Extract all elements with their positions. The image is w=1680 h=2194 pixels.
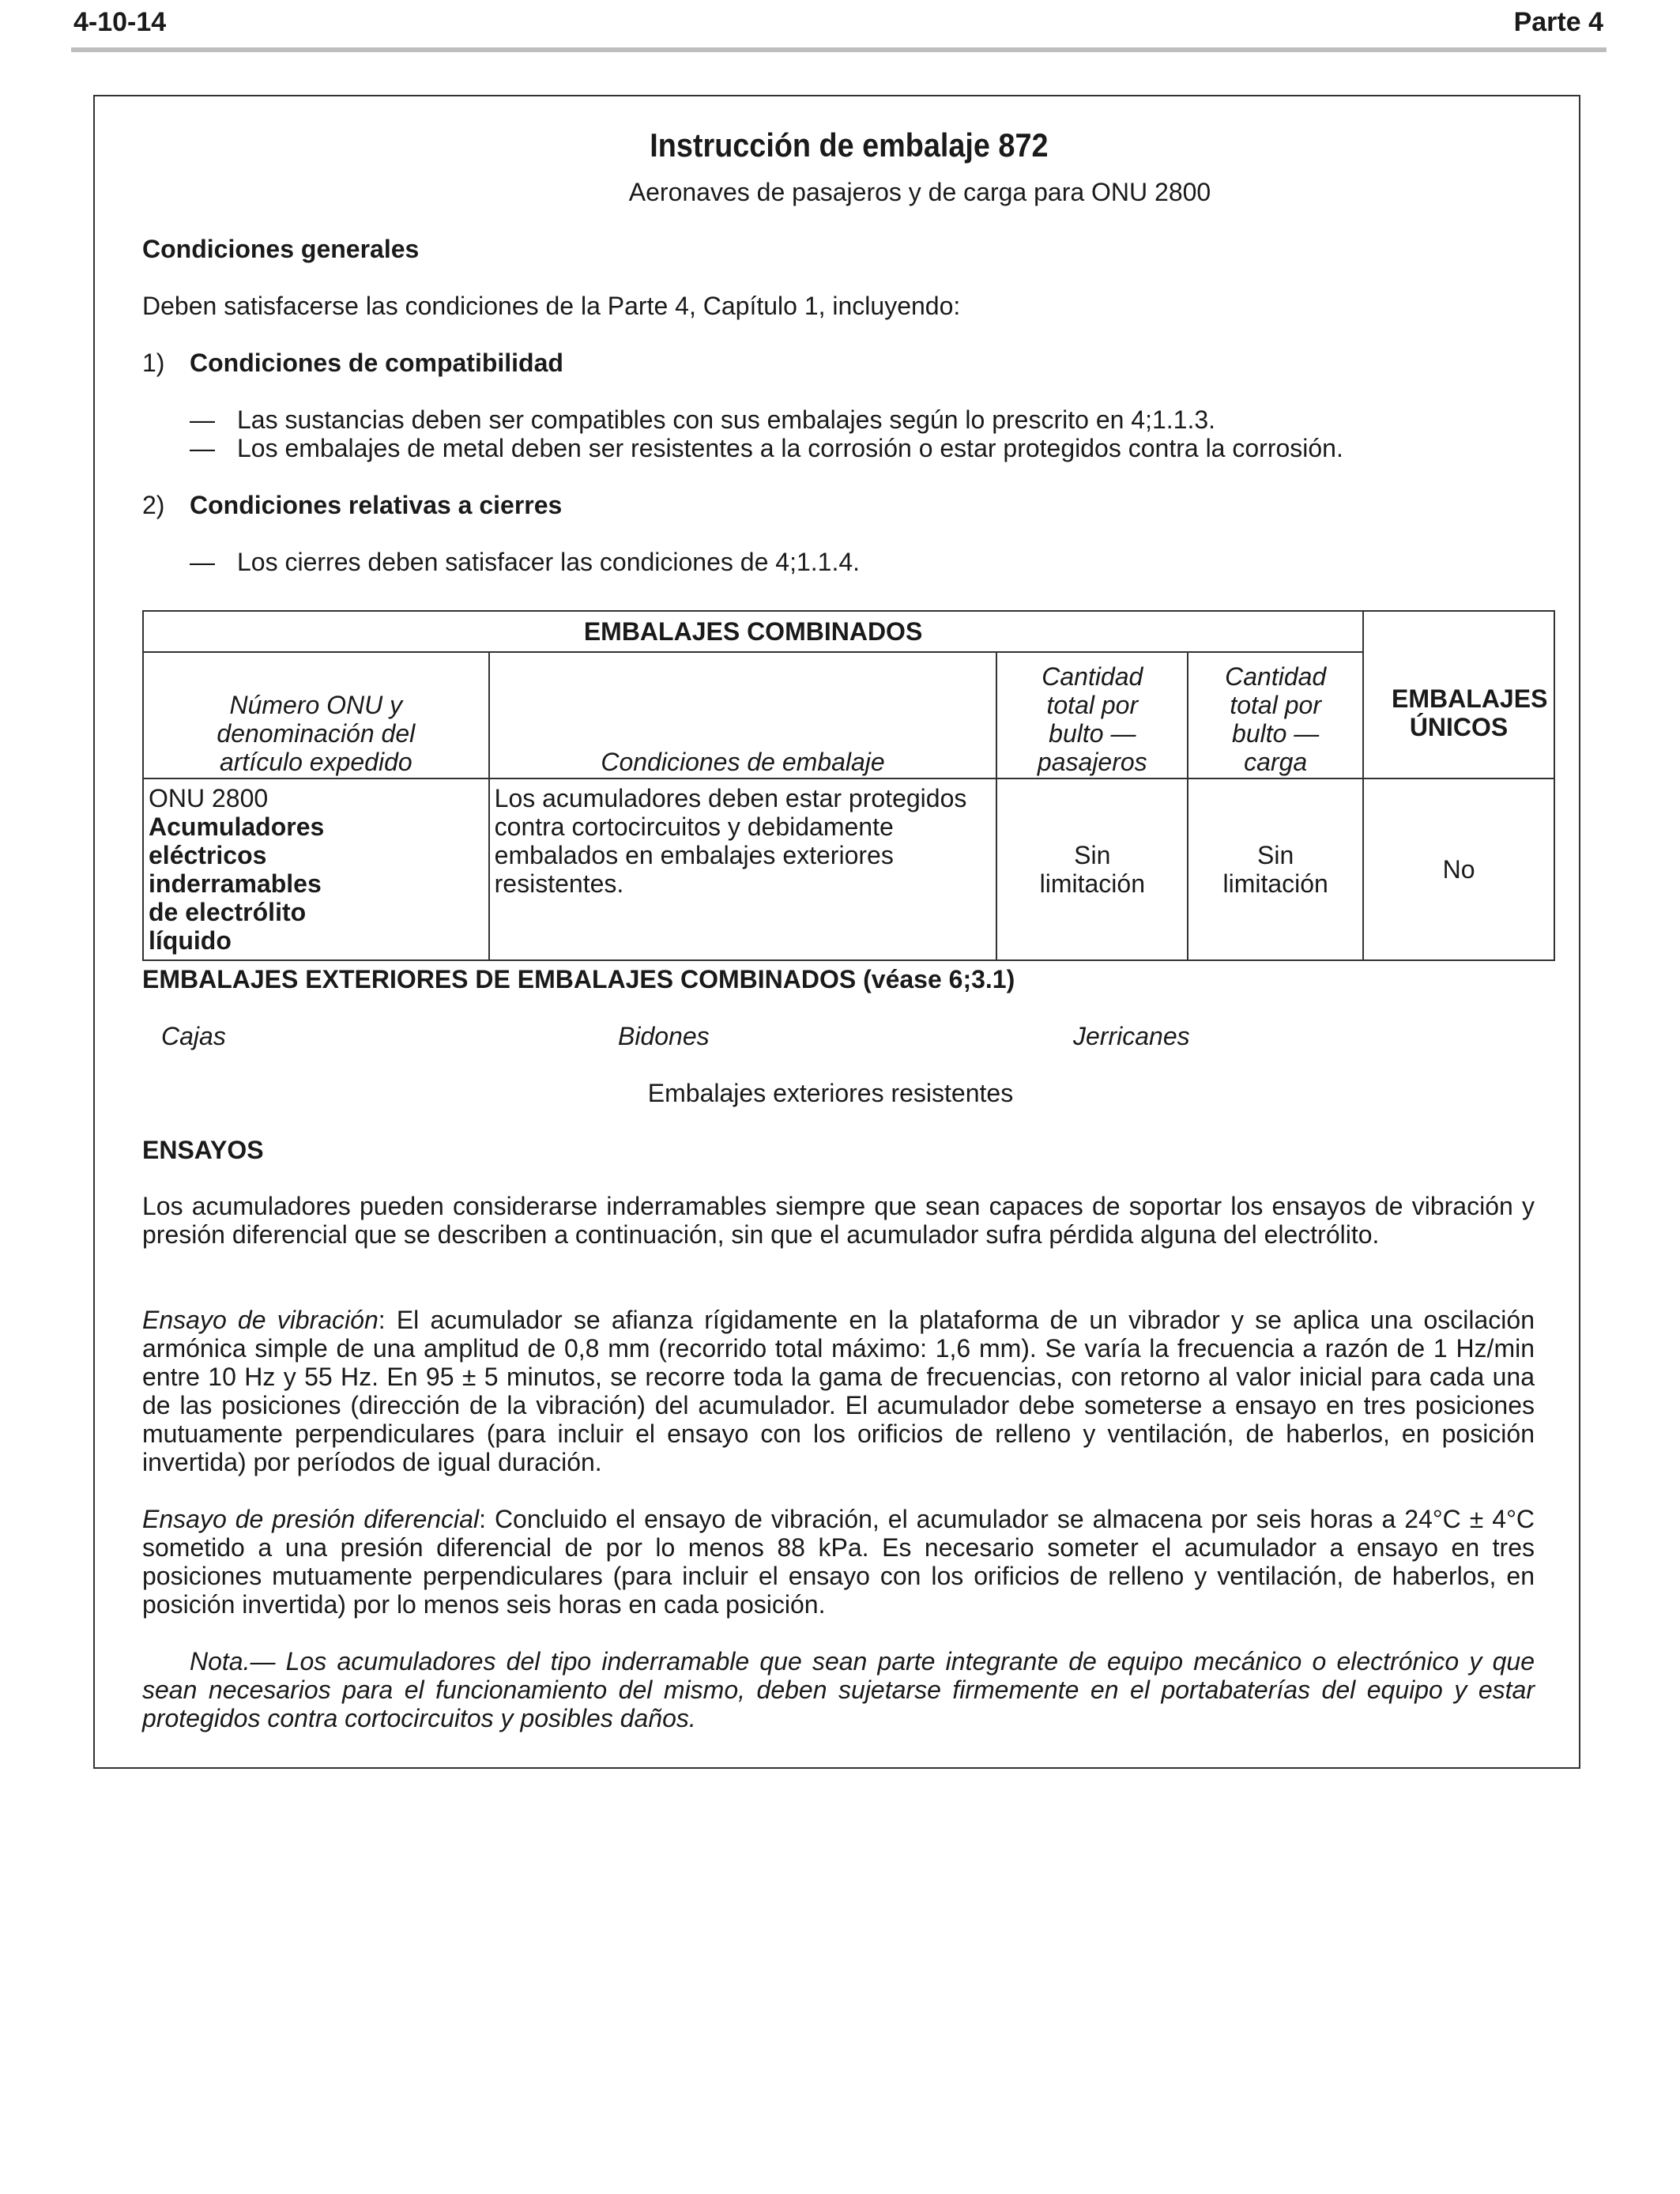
qty-cargo-value: Sin limitación [1222,841,1328,898]
col-header-conditions: Condiciones de embalaje [489,652,997,778]
condition-1-title: Condiciones de compatibilidad [190,349,563,377]
page-date: 4-10-14 [73,7,167,37]
condition-1-number: 1) [142,349,165,377]
combined-packagings-heading: EMBALAJES COMBINADOS [143,611,1363,652]
condition-2-item-1 [190,547,860,577]
col-header-qty-cargo-label: Cantidad total por bulto — carga [1225,662,1327,776]
condition-1 [142,348,563,378]
condition-1-item-text: Los embalajes de metal deben ser resistentes a la corrosión o estar protegidos contra la corrosión. [237,434,1343,462]
pressure-test-label: Ensayo de presión diferencial [142,1505,480,1533]
outer-type-jerricans: Jerricanes [1073,1022,1190,1050]
vibration-test-text: : El acumulador se afianza rígidamente en la plataforma de un vibrador y se aplica una oscilación armónica simple de una amplitud de 0,8 mm (recorrido total máximo: 1,6 mm). Se varía la frecuencia a razón de 1 Hz/min entre 10 Hz y 55 Hz. En 95 ± 5 minutos, se recorre toda la gama de frecuencias, con retorno al valor inicial para cada una de las posiciones (dirección de la vibración) del acumulador. El acumulador debe someterse a ensayo en tres posiciones mutuamente perpendiculares (para incluir el ensayo con los orificios de relleno y ventilación, de haberlos, en posición invertida) por períodos de igual duración. [142,1306,1535,1476]
col-header-qty-passenger-label: Cantidad total por bulto — pasajeros [1037,662,1147,776]
dash: — [190,548,215,576]
col-header-qty-passenger [996,652,1188,778]
single-packagings-label: EMBALAJES ÚNICOS [1392,684,1548,741]
vibration-test [142,1306,1535,1476]
cell-conditions: Los acumuladores deben estar protegidos contra cortocircuitos y debidamente embalados en embalajes exteriores resistentes. [489,778,997,960]
cell-qty-cargo [1188,778,1363,960]
outer-packagings-note: Embalajes exteriores resistentes [647,1079,1014,1107]
page-part: Parte 4 [1513,7,1603,37]
qty-passenger-value: Sin limitación [1039,841,1145,898]
single-packagings-header [1363,611,1554,778]
condition-2-item-text: Los cierres deben satisfacer las condiciones de 4;1.1.4. [237,548,861,576]
col-header-onu-label: Número ONU y denominación del artículo expedido [217,691,416,776]
condition-2 [142,490,562,520]
cell-qty-passenger [996,778,1188,960]
header-rule [71,47,1607,52]
condition-2-number: 2) [142,491,165,519]
general-conditions-heading: Condiciones generales [142,235,420,263]
dash: — [190,434,215,462]
tests-intro: Los acumuladores pueden considerarse inderramables siempre que sean capaces de soportar los ensayos de vibración y presión diferencial que se describen a continuación, sin que el acumulador sufra pérdida alguna del electrólito. [142,1192,1535,1249]
outer-type-boxes: Cajas [161,1022,226,1050]
cell-single-packagings: No [1363,778,1554,960]
dash: — [190,405,215,434]
condition-1-item-text: Las sustancias deben ser compatibles con sus embalajes según lo prescrito en 4;1.1.3. [237,405,1216,434]
pressure-test-text: : Concluido el ensayo de vibración, el acumulador se almacena por seis horas a 24°C ± 4°C sometido a una presión diferencial de por lo menos 88 kPa. Es necesario someter el acumulador a ensayo en tres posiciones mutuamente perpendiculares (para incluir el ensayo con los orificios de relleno y ventilación, de haberlos, en posición invertida) por lo menos seis horas en cada posición. [142,1505,1535,1619]
onu-proper-name: Acumuladores eléctricos inderramables de electrólito líquido [149,812,325,955]
tests-heading: ENSAYOS [142,1136,264,1164]
pressure-test [142,1505,1535,1619]
outer-packagings-heading: EMBALAJES EXTERIORES DE EMBALAJES COMBINADOS (véase 6;3.1) [142,965,1015,993]
cell-onu [143,778,489,960]
condition-2-title: Condiciones relativas a cierres [190,491,563,519]
tests-note: Nota.— Los acumuladores del tipo inderramable que sean parte integrante de equipo mecánico o electrónico y que sean necesarios para el funcionamiento del mismo, deben sujetarse firmemente en el portabaterías del equipo y estar protegidos contra cortocircuitos y posibles daños. [142,1647,1535,1732]
page-title: Instrucción de embalaje 872 [650,126,1049,164]
packaging-table [142,610,1555,961]
vibration-test-label: Ensayo de vibración [142,1306,379,1334]
general-conditions-intro: Deben satisfacerse las condiciones de la Parte 4, Capítulo 1, incluyendo: [142,292,961,320]
condition-1-item-1 [190,405,1215,435]
table-row [143,778,1554,960]
packing-instruction-frame [93,95,1580,1769]
onu-number: ONU 2800 [149,784,269,812]
col-header-onu [143,652,489,778]
condition-1-item-2 [190,433,1343,463]
col-header-qty-cargo [1188,652,1363,778]
outer-type-drums: Bidones [618,1022,710,1050]
page-subtitle: Aeronaves de pasajeros y de carga para ONU 2800 [628,178,1211,206]
